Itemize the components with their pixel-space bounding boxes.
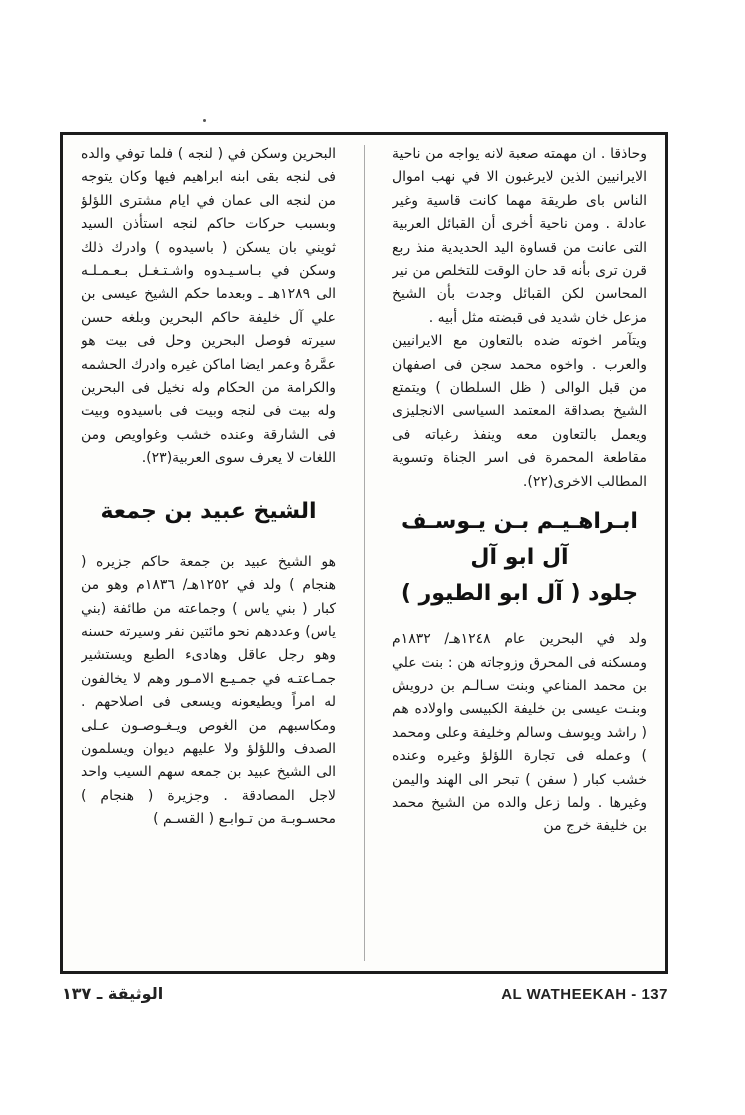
footer-page-label-arabic: الوثيقة ـ ١٣٧: [62, 984, 164, 1003]
paragraph: ولد في البحرين عام ١٢٤٨هـ/ ١٨٣٢م ومسكنه فى المحرق وزوجاته هن : بنت علي بن محمد المناعي وبنت سـالـم بن درويش وبنـت عيسى بن خليفة الكبيسى واولاده هم ( راشد ويوسف وسالم وخليفة وعلى ومحمد ) وعمله فى تجارة اللؤلؤ وغيره وعنده خشب كبار ( سفن ) تبحر الى الهند واليمن وغيرها . ولما زعل والده من الشيخ محمد بن خليفة خرج من: [392, 631, 647, 835]
heading-line: آل ابو آل: [470, 545, 569, 571]
left-column: [81, 143, 336, 963]
paragraph: هو الشيخ عبيد بن جمعة حاكم جزيره ( هنجام ) ولد في ١٢٥٢هـ/ ١٨٣٦م وهو من كبار ( بني ياس ) وجماعته من طائفة (بني ياس) وعددهم نحو مائتين نفر وسيرته حسنه وهو رجل عاقل وهادىء الطبع ويستشير جمـاعتـه في جمـيـع الامـور وهم لا يخالفون له امراً ويطيعونه ويسعى فى اصلاحهم . ومكاسبهم من الغوص ويـغـوصـون عـلى الصدف واللؤلؤ ولا عليهم ديوان ويسلمون الى الشيخ عبيد بن جمعه سهم السيب واحد لاجل المصادقة . وجزيرة ( هنجام ) محسـوبـة من تـوابـع ( القسـم ): [81, 553, 336, 828]
right-column: [392, 143, 647, 963]
heading-line: ابـراهـيـم بـن يـوسـف: [401, 509, 638, 535]
footer-page-label-latin: AL WATHEEKAH - 137: [501, 986, 668, 1003]
article-frame: [60, 132, 668, 974]
section-heading-obaid: الشيخ عبيد بن جمعة: [100, 498, 317, 524]
column-divider: [364, 145, 365, 961]
section-heading-ibrahim: [392, 504, 647, 612]
paragraph: البحرين وسكن في ( لنجه ) فلما توفي والده فى لنجه بقى ابنه ابراهيم فيها وكان يتوجه من لنجه الى عمان في ايام مشترى اللؤلؤ وبسبب حركات حاكم لنجه استأذن السيد ثويني بان يسكن ( باسيدوه ) وادرك ذلك وسكن في بـاسـيـدوه واشـتـغـل بـعـمـلـه الى ١٢٨٩هـ ـ وبعدما حكم الشيخ عيسى بن علي آل خليفة حاكم البحرين وبلغه حسن سيرته فوصل البحرين وحل فى بيت هو عمَّرهُ وعمر ايضا اماكن غيره وادرك الحشمه والكرامة من الحكام وله نخيل فى البحرين وله بيت فى لنجه وبيت فى باسيدوه وبيت فى الشارقة وعنده خشب وغواويص ومن اللغات لا يعرف سوى العربية(٢٣).: [81, 146, 336, 467]
heading-line: جلود ( آل ابو الطيور ): [400, 581, 639, 607]
paragraph: ويتآمر اخوته ضده بالتعاون مع الايرانيين والعرب . واخوه محمد سجن فى اصفهان من قبل الوالى ( ظل السلطان ) ويتمتع الشيخ بصداقة المعتمد السياسى الانجليزى ويعمل بالتعاون معه وينفذ رغباته فى مقاطعة المحمرة فى اسر الجناة وتسوية المطالب الاخرى(٢٢).: [392, 333, 647, 490]
page-footer: [60, 986, 668, 1010]
print-speck: [203, 119, 206, 122]
paragraph: وحاذقا . ان مهمته صعبة لانه يواجه من ناحية الايرانيين الذين لايرغبون الا في نهب اموال الناس باى طريقة مهما كانت قاسية وغير عادلة . ومن ناحية أخرى أن القبائل العربية التى عانت من قساوة اليد الحديدية منذ ربع قرن ترى بأنه قد حان الوقت للتخلص من نير المحاسن لكن القبائل وجدت بأن الشيخ مزعل خان شديد فى قبضته مثل أبيه .: [392, 146, 647, 326]
